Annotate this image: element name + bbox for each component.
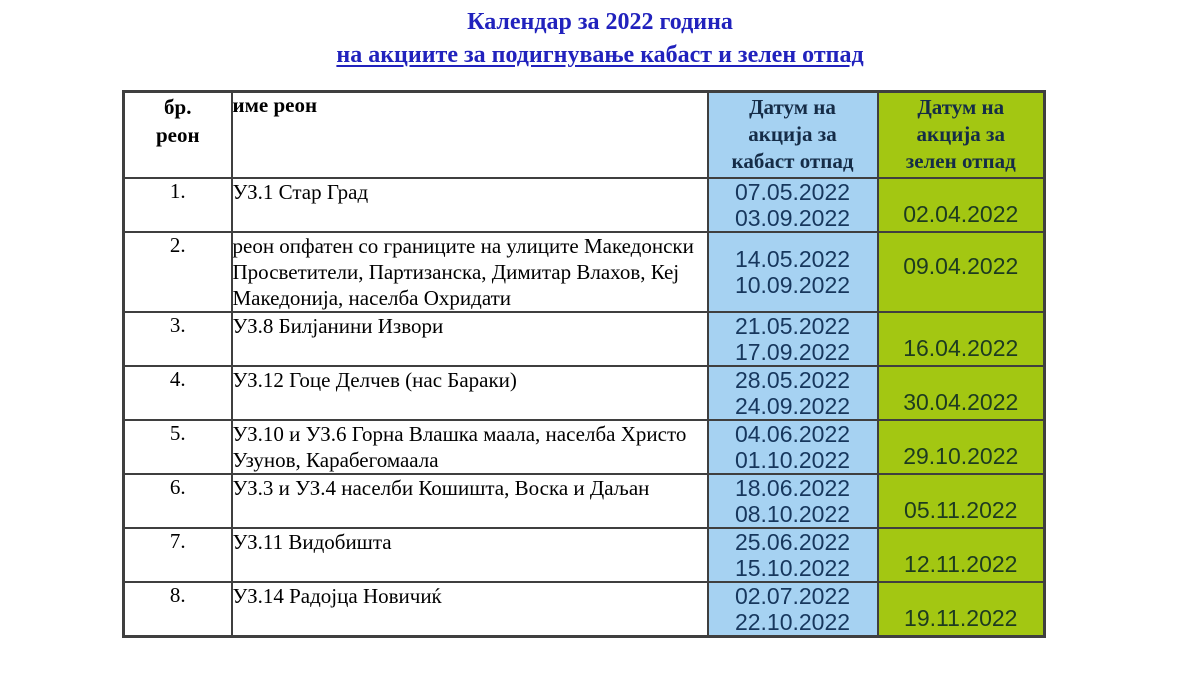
bulky-waste-dates-cell: 07.05.2022 03.09.2022: [708, 178, 878, 232]
green-waste-date-cell: 29.10.2022: [878, 420, 1045, 474]
region-number-cell: 8.: [124, 582, 232, 637]
bulky-waste-dates-cell: 18.06.2022 08.10.2022: [708, 474, 878, 528]
table-row: [124, 312, 1045, 366]
green-waste-date-cell: 09.04.2022: [878, 232, 1045, 312]
table-header: [124, 92, 1045, 178]
bulky-waste-dates-cell: 14.05.2022 10.09.2022: [708, 232, 878, 312]
green-waste-date-cell: 30.04.2022: [878, 366, 1045, 420]
calendar-table: [122, 90, 1046, 638]
region-number-cell: 7.: [124, 528, 232, 582]
table-body: [124, 178, 1045, 637]
region-name-cell: УЗ.11 Видобишта: [232, 528, 708, 582]
region-name-cell: УЗ.8 Билјанини Извори: [232, 312, 708, 366]
region-name-cell: УЗ.1 Стар Град: [232, 178, 708, 232]
region-number-cell: 1.: [124, 178, 232, 232]
table-row: [124, 366, 1045, 420]
page-title-line1: Календар за 2022 година: [467, 9, 733, 35]
region-name-cell: УЗ.10 и УЗ.6 Горна Влашка маала, населба Христо Узунов, Карабегомаала: [232, 420, 708, 474]
table-row: [124, 528, 1045, 582]
green-waste-date-cell: 19.11.2022: [878, 582, 1045, 637]
bulky-waste-dates-cell: 02.07.2022 22.10.2022: [708, 582, 878, 637]
region-number-cell: 6.: [124, 474, 232, 528]
region-name-cell: УЗ.14 Радојца Новичиќ: [232, 582, 708, 637]
region-name-cell: УЗ.3 и УЗ.4 населби Кошишта, Воска и Даљан: [232, 474, 708, 528]
region-name-cell: УЗ.12 Гоце Делчев (нас Бараки): [232, 366, 708, 420]
header-green-waste-date: Датум на акција за зелен отпад: [878, 92, 1045, 178]
header-region-name: име реон: [232, 92, 708, 178]
green-waste-date-cell: 02.04.2022: [878, 178, 1045, 232]
table-row: [124, 474, 1045, 528]
region-number-cell: 2.: [124, 232, 232, 312]
table-row: [124, 420, 1045, 474]
header-bulky-waste-date: Датум на акција за кабаст отпад: [708, 92, 878, 178]
page-title: [0, 0, 1200, 72]
header-row: [124, 92, 1045, 178]
bulky-waste-dates-cell: 21.05.2022 17.09.2022: [708, 312, 878, 366]
table-row: [124, 232, 1045, 312]
table-row: [124, 582, 1045, 637]
page-title-line2: на акциите за подигнување кабаст и зелен отпад: [336, 42, 864, 68]
header-region-number: бр. реон: [124, 92, 232, 178]
green-waste-date-cell: 16.04.2022: [878, 312, 1045, 366]
region-number-cell: 5.: [124, 420, 232, 474]
bulky-waste-dates-cell: 28.05.2022 24.09.2022: [708, 366, 878, 420]
region-number-cell: 4.: [124, 366, 232, 420]
region-number-cell: 3.: [124, 312, 232, 366]
green-waste-date-cell: 12.11.2022: [878, 528, 1045, 582]
bulky-waste-dates-cell: 04.06.2022 01.10.2022: [708, 420, 878, 474]
table-row: [124, 178, 1045, 232]
region-name-cell: реон опфатен со границите на улиците Македонски Просветители, Партизанска, Димитар Влахов, Кеј Македонија, населба Охридати: [232, 232, 708, 312]
bulky-waste-dates-cell: 25.06.2022 15.10.2022: [708, 528, 878, 582]
green-waste-date-cell: 05.11.2022: [878, 474, 1045, 528]
